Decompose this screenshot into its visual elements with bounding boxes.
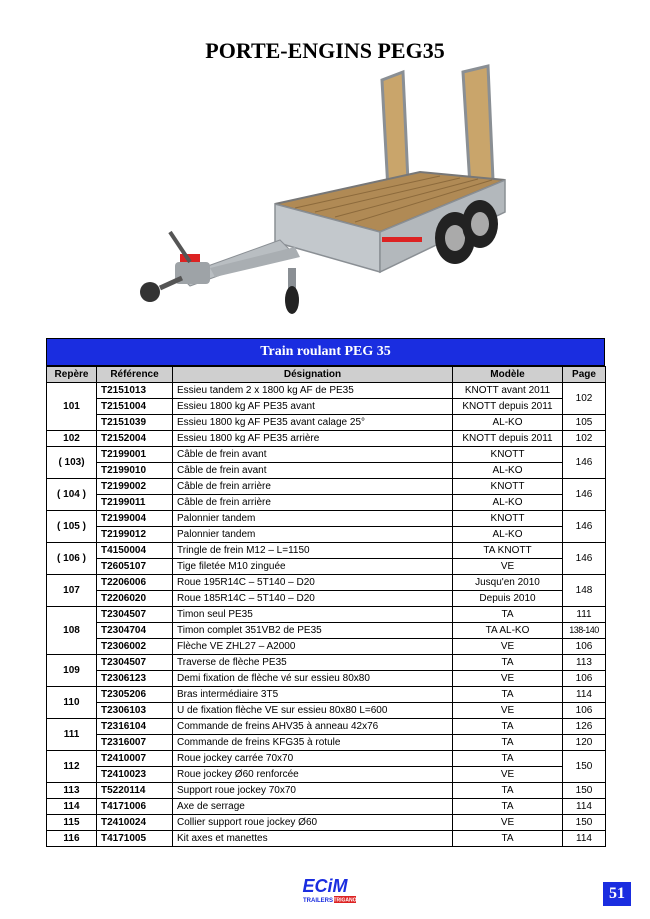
- cell-reference: T2199002: [97, 479, 173, 495]
- header-modele: Modèle: [453, 367, 563, 383]
- header-reference: Référence: [97, 367, 173, 383]
- cell-repere: ( 106 ): [47, 543, 97, 575]
- cell-designation: Câble de frein avant: [173, 463, 453, 479]
- header-repere: Repère: [47, 367, 97, 383]
- cell-modele: TA: [453, 607, 563, 623]
- table-header-row: [47, 367, 606, 383]
- table-row: [47, 687, 606, 703]
- cell-repere: 114: [47, 799, 97, 815]
- svg-text:TRAILERS: TRAILERS: [303, 898, 333, 904]
- cell-modele: TA: [453, 687, 563, 703]
- cell-page: 126: [563, 719, 606, 735]
- cell-modele: TA: [453, 751, 563, 767]
- cell-page: 114: [563, 799, 606, 815]
- cell-reference: T2206020: [97, 591, 173, 607]
- cell-modele: AL-KO: [453, 495, 563, 511]
- cell-designation: Commande de freins KFG35 à rotule: [173, 735, 453, 751]
- cell-repere: 116: [47, 831, 97, 847]
- cell-reference: T2199011: [97, 495, 173, 511]
- table-row: [47, 767, 606, 783]
- table-row: [47, 719, 606, 735]
- cell-designation: Tige filetée M10 zinguée: [173, 559, 453, 575]
- cell-designation: Traverse de flèche PE35: [173, 655, 453, 671]
- cell-modele: KNOTT depuis 2011: [453, 431, 563, 447]
- cell-reference: T4171006: [97, 799, 173, 815]
- cell-designation: Commande de freins AHV35 à anneau 42x76: [173, 719, 453, 735]
- page-title: PORTE-ENGINS PEG35: [205, 38, 445, 63]
- cell-reference: T2316007: [97, 735, 173, 751]
- cell-page: 150: [563, 751, 606, 783]
- cell-modele: TA: [453, 831, 563, 847]
- cell-page: 114: [563, 687, 606, 703]
- cell-designation: Roue jockey carrée 70x70: [173, 751, 453, 767]
- cell-reference: T2316104: [97, 719, 173, 735]
- cell-reference: T2304507: [97, 655, 173, 671]
- cell-page: 114: [563, 831, 606, 847]
- cell-designation: Axe de serrage: [173, 799, 453, 815]
- cell-reference: T2304704: [97, 623, 173, 639]
- cell-page: 138-140: [563, 623, 606, 639]
- table-row: [47, 431, 606, 447]
- cell-modele: KNOTT: [453, 479, 563, 495]
- cell-repere: 102: [47, 431, 97, 447]
- cell-designation: Câble de frein avant: [173, 447, 453, 463]
- cell-modele: VE: [453, 815, 563, 831]
- cell-reference: T4150004: [97, 543, 173, 559]
- cell-reference: T2152004: [97, 431, 173, 447]
- table-row: [47, 543, 606, 559]
- page-number: 51: [603, 882, 631, 906]
- cell-page: 106: [563, 671, 606, 687]
- cell-reference: T2199012: [97, 527, 173, 543]
- cell-modele: KNOTT avant 2011: [453, 383, 563, 399]
- cell-designation: Kit axes et manettes: [173, 831, 453, 847]
- cell-modele: TA: [453, 799, 563, 815]
- cell-reference: T2304507: [97, 607, 173, 623]
- cell-reference: T2306103: [97, 703, 173, 719]
- cell-modele: AL-KO: [453, 415, 563, 431]
- cell-reference: T4171005: [97, 831, 173, 847]
- table-row: [47, 463, 606, 479]
- svg-text:ECiM: ECiM: [302, 876, 348, 896]
- table-row: [47, 415, 606, 431]
- cell-repere: 110: [47, 687, 97, 719]
- cell-designation: Flèche VE ZHL27 – A2000: [173, 639, 453, 655]
- cell-reference: T2199004: [97, 511, 173, 527]
- table-row: [47, 527, 606, 543]
- cell-modele: Depuis 2010: [453, 591, 563, 607]
- cell-modele: TA: [453, 735, 563, 751]
- cell-modele: TA: [453, 655, 563, 671]
- cell-repere: ( 105 ): [47, 511, 97, 543]
- cell-repere: ( 103): [47, 447, 97, 479]
- cell-repere: 107: [47, 575, 97, 607]
- cell-designation: Palonnier tandem: [173, 511, 453, 527]
- cell-designation: Essieu 1800 kg AF PE35 avant: [173, 399, 453, 415]
- cell-designation: Support roue jockey 70x70: [173, 783, 453, 799]
- cell-modele: KNOTT: [453, 447, 563, 463]
- table-banner: Train roulant PEG 35: [46, 338, 605, 366]
- table-row: [47, 831, 606, 847]
- cell-modele: AL-KO: [453, 527, 563, 543]
- cell-modele: TA AL-KO: [453, 623, 563, 639]
- cell-repere: 111: [47, 719, 97, 751]
- cell-modele: Jusqu'en 2010: [453, 575, 563, 591]
- cell-repere: 109: [47, 655, 97, 687]
- table-row: [47, 735, 606, 751]
- cell-modele: KNOTT: [453, 511, 563, 527]
- cell-repere: 112: [47, 751, 97, 783]
- cell-reference: T2306123: [97, 671, 173, 687]
- cell-reference: T2199010: [97, 463, 173, 479]
- header-designation: Désignation: [173, 367, 453, 383]
- cell-page: 146: [563, 511, 606, 543]
- cell-repere: 108: [47, 607, 97, 655]
- table-row: [47, 703, 606, 719]
- cell-reference: T2151039: [97, 415, 173, 431]
- table-row: [47, 591, 606, 607]
- cell-designation: Timon seul PE35: [173, 607, 453, 623]
- cell-reference: T2605107: [97, 559, 173, 575]
- cell-reference: T2206006: [97, 575, 173, 591]
- cell-modele: TA: [453, 783, 563, 799]
- cell-reference: T2306002: [97, 639, 173, 655]
- table-row: [47, 783, 606, 799]
- table-row: [47, 479, 606, 495]
- table-row: [47, 607, 606, 623]
- cell-modele: VE: [453, 767, 563, 783]
- table-row: [47, 751, 606, 767]
- parts-table: [46, 366, 606, 847]
- cell-modele: VE: [453, 703, 563, 719]
- cell-page: 146: [563, 479, 606, 511]
- table-row: [47, 559, 606, 575]
- cell-reference: T2410007: [97, 751, 173, 767]
- cell-page: 113: [563, 655, 606, 671]
- cell-repere: 113: [47, 783, 97, 799]
- cell-designation: Bras intermédiaire 3T5: [173, 687, 453, 703]
- cell-repere: 101: [47, 383, 97, 431]
- cell-page: 106: [563, 703, 606, 719]
- cell-designation: Roue jockey Ø60 renforcée: [173, 767, 453, 783]
- cell-designation: Palonnier tandem: [173, 527, 453, 543]
- table-row: [47, 495, 606, 511]
- cell-reference: T2410023: [97, 767, 173, 783]
- cell-page: 146: [563, 447, 606, 479]
- cell-designation: Roue 185R14C – 5T140 – D20: [173, 591, 453, 607]
- cell-page: 148: [563, 575, 606, 607]
- cell-page: 105: [563, 415, 606, 431]
- cell-reference: T2410024: [97, 815, 173, 831]
- cell-designation: Collier support roue jockey Ø60: [173, 815, 453, 831]
- cell-designation: U de fixation flèche VE sur essieu 80x80 L=600: [173, 703, 453, 719]
- cell-designation: Câble de frein arrière: [173, 495, 453, 511]
- cell-modele: AL-KO: [453, 463, 563, 479]
- cell-reference: T2305206: [97, 687, 173, 703]
- cell-reference: T2199001: [97, 447, 173, 463]
- cell-repere: 115: [47, 815, 97, 831]
- cell-designation: Tringle de frein M12 – L=1150: [173, 543, 453, 559]
- cell-designation: Câble de frein arrière: [173, 479, 453, 495]
- cell-reference: T5220114: [97, 783, 173, 799]
- header-page: Page: [563, 367, 606, 383]
- table-row: [47, 671, 606, 687]
- cell-page: 150: [563, 783, 606, 799]
- cell-designation: Essieu 1800 kg AF PE35 arrière: [173, 431, 453, 447]
- cell-modele: KNOTT depuis 2011: [453, 399, 563, 415]
- cell-designation: Roue 195R14C – 5T140 – D20: [173, 575, 453, 591]
- table-row: [47, 383, 606, 399]
- table-row: [47, 639, 606, 655]
- cell-page: 146: [563, 543, 606, 575]
- table-row: [47, 815, 606, 831]
- cell-modele: VE: [453, 639, 563, 655]
- cell-reference: T2151013: [97, 383, 173, 399]
- table-row: [47, 399, 606, 415]
- cell-page: 106: [563, 639, 606, 655]
- cell-designation: Timon complet 351VB2 de PE35: [173, 623, 453, 639]
- cell-reference: T2151004: [97, 399, 173, 415]
- cell-modele: VE: [453, 559, 563, 575]
- cell-page: 120: [563, 735, 606, 751]
- cell-modele: TA: [453, 719, 563, 735]
- cell-designation: Essieu tandem 2 x 1800 kg AF de PE35: [173, 383, 453, 399]
- ecim-logo: [280, 875, 370, 905]
- trailer-photo: [120, 62, 530, 322]
- cell-repere: ( 104 ): [47, 479, 97, 511]
- table-row: [47, 655, 606, 671]
- cell-page: 111: [563, 607, 606, 623]
- cell-modele: VE: [453, 671, 563, 687]
- cell-designation: Essieu 1800 kg AF PE35 avant calage 25°: [173, 415, 453, 431]
- table-row: [47, 511, 606, 527]
- svg-text:TRIGANO: TRIGANO: [333, 897, 357, 904]
- table-row: [47, 623, 606, 639]
- cell-page: 102: [563, 383, 606, 415]
- table-row: [47, 799, 606, 815]
- table-row: [47, 575, 606, 591]
- cell-page: 102: [563, 431, 606, 447]
- cell-modele: TA KNOTT: [453, 543, 563, 559]
- cell-page: 150: [563, 815, 606, 831]
- table-row: [47, 447, 606, 463]
- parts-table-section: [46, 338, 605, 847]
- cell-designation: Demi fixation de flèche vé sur essieu 80x80: [173, 671, 453, 687]
